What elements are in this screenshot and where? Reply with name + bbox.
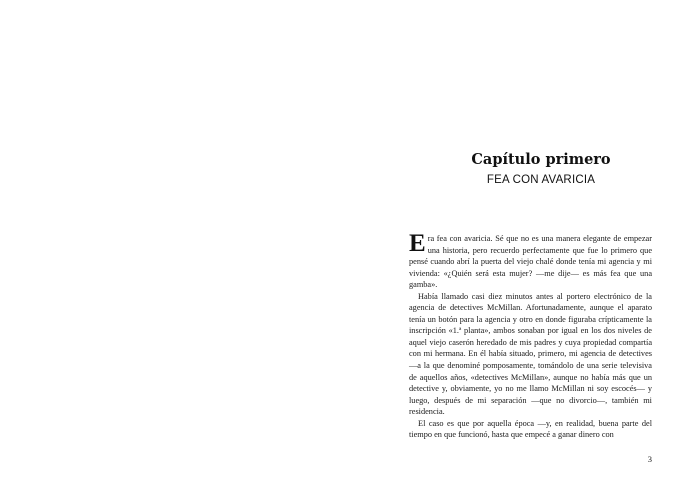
chapter-subtitle: FEA CON AVARICIA — [486, 174, 596, 186]
paragraph-2: Había llamado casi diez minutos antes al portero electrónico de la agencia de detectives McMillan. Afortunadamente, aunque el aparato tenía un botón para la agencia y otro en donde figuraba crípticamente la inscripción «1.ª planta», ambos sonaban por igual en los dos niveles de aquel viejo caserón heredado de mis padres y cuya propiedad compartía con mi hermana. En él había situado, primero, mi agencia de detectives —a la que denominé pomposamente, tomándolo de una serie televisiva de aquellos años, «detectives McMillan», aunque no había más que un detective y, obviamente, yo no me llamo McMillan ni soy escocés— y luego, después de mi separación —que no divorcio—, también mi residencia. — [409, 291, 652, 417]
paragraph-3: El caso es que por aquella época —y, en realidad, buena parte del tiempo en que funcionó, hasta que empecé a ganar dinero con — [409, 418, 652, 440]
chapter-body — [409, 230, 652, 441]
chapter-title: Capítulo primero — [471, 151, 611, 168]
paragraph-opening — [409, 230, 652, 291]
paragraph-1-text: ra fea con avaricia. Sé que no es una manera elegante de empezar una historia, pero recuerdo perfectamente que fue lo primero que pensé cuando abrí la puerta del viejo chalé donde tenía mi agencia y mi vivienda: «¿Quién será esta mujer? —me dije— es más fea que una gamba». — [409, 234, 652, 290]
drop-cap: E — [409, 230, 426, 257]
page-number: 3 — [647, 454, 652, 464]
